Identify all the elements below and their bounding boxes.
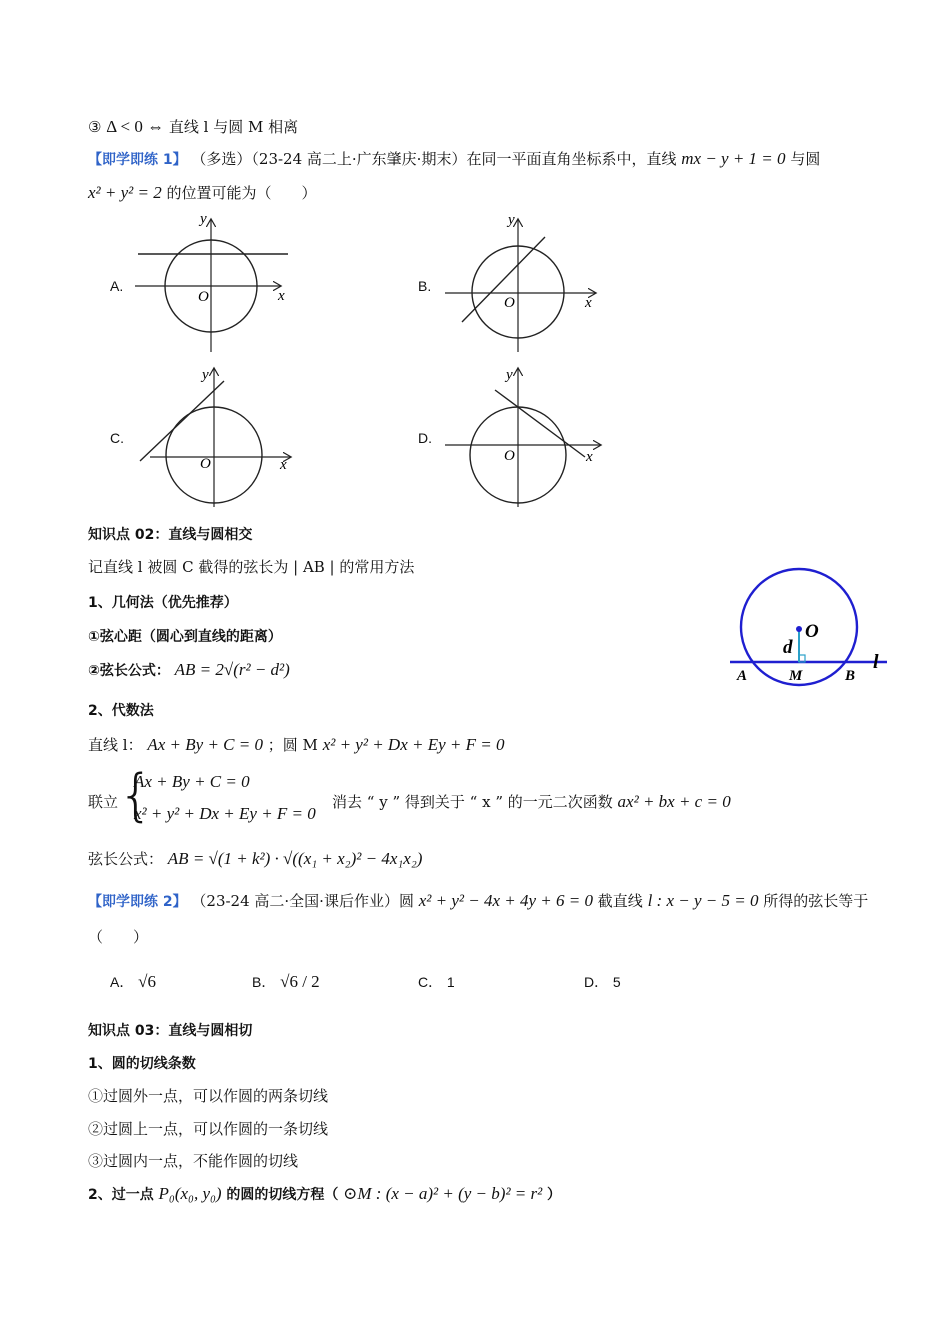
d-label: d bbox=[783, 637, 793, 658]
line-equation: l : x − y − 5 = 0 bbox=[647, 891, 759, 910]
kp02-intro: 记直线 l 被圆 C 截得的弦长为 | AB | 的常用方法 bbox=[88, 558, 415, 576]
union-label: 联立 bbox=[88, 793, 119, 811]
circle-equation: x² + y² = 2 bbox=[88, 183, 162, 202]
sub2-end: ） bbox=[547, 1187, 562, 1203]
chord-figure bbox=[725, 565, 900, 690]
option-b[interactable] bbox=[252, 972, 320, 992]
graph-option-d[interactable] bbox=[440, 365, 610, 510]
practice-2-question bbox=[88, 890, 868, 911]
practice-tag: 【即学即练 2】 bbox=[88, 894, 187, 910]
geo-item-2 bbox=[88, 660, 290, 680]
y-label: y bbox=[508, 212, 515, 228]
condition-text: 直线 l 与圆 M 相离 bbox=[168, 118, 299, 136]
circle-equation: x² + y² + Dx + Ey + F = 0 bbox=[322, 735, 505, 754]
question-text-2: 截直线 bbox=[597, 892, 643, 910]
practice-2-paren: （ ） bbox=[88, 928, 149, 946]
origin-label: O bbox=[504, 448, 515, 464]
a-label: A bbox=[737, 668, 748, 684]
x-label: x bbox=[280, 457, 287, 473]
kp03-item-3: ③过圆内一点，不能作圆的切线 bbox=[88, 1152, 299, 1170]
kp03-sub2 bbox=[88, 1184, 561, 1204]
line bbox=[495, 390, 585, 457]
practice-1-question-cont bbox=[88, 182, 317, 203]
geo-item-1: ①弦心距（圆心到直线的距离） bbox=[88, 629, 282, 645]
option-b-label[interactable]: B. bbox=[418, 278, 432, 294]
option-a[interactable] bbox=[110, 972, 156, 992]
geo-item-2-label: ②弦长公式： bbox=[88, 663, 170, 679]
kp03-title: 知识点 03：直线与圆相切 bbox=[88, 1023, 253, 1039]
line bbox=[140, 381, 224, 461]
l-label: l bbox=[873, 651, 879, 673]
option-value: 5 bbox=[612, 974, 621, 990]
option-c-label[interactable]: C. bbox=[110, 430, 124, 446]
question-text-3: 的位置可能为（ ） bbox=[166, 184, 317, 202]
union-text-row bbox=[332, 791, 731, 812]
question-text: （23-24 高二·全国·课后作业）圆 bbox=[191, 892, 414, 910]
option-label: D． bbox=[584, 974, 609, 990]
option-value: 1 bbox=[446, 974, 455, 990]
kp03-sub1: 1、圆的切线条数 bbox=[88, 1056, 196, 1072]
tangent-point: P₀(x₀, y₀) bbox=[158, 1184, 222, 1203]
option-label: B． bbox=[252, 974, 276, 990]
option-a-label[interactable]: A. bbox=[110, 278, 124, 294]
geo-method-title: 1、几何法（优先推荐） bbox=[88, 595, 238, 611]
kp03-item-2: ②过圆上一点，可以作圆的一条切线 bbox=[88, 1120, 329, 1138]
practice-1-question bbox=[88, 148, 820, 169]
b-label: B bbox=[845, 668, 856, 684]
option-value: √6 / 2 bbox=[280, 972, 320, 991]
x-label: x bbox=[278, 288, 285, 304]
alg-line-row bbox=[88, 734, 504, 755]
option-label: C． bbox=[418, 974, 443, 990]
sub2-prefix: 2、过一点 bbox=[88, 1187, 154, 1203]
option-d-label[interactable]: D. bbox=[418, 430, 432, 446]
union-eq-1: Ax + By + C = 0 bbox=[134, 772, 250, 791]
chord-formula-alg: AB = √(1 + k²) · √((x₁ + x₂)² − 4x₁x₂) bbox=[167, 849, 423, 868]
circle-equation: x² + y² − 4x + 4y + 6 = 0 bbox=[418, 891, 593, 910]
chord-label: 弦长公式： bbox=[88, 850, 164, 868]
formula: Δ < 0 ⇔ bbox=[106, 117, 165, 136]
practice-tag: 【即学即练 1】 bbox=[88, 152, 187, 168]
union-eq-2: x² + y² + Dx + Ey + F = 0 bbox=[134, 804, 316, 823]
x-label: x bbox=[585, 295, 592, 311]
graph-option-b[interactable] bbox=[440, 212, 610, 357]
x-label: x bbox=[586, 449, 593, 465]
kp03-item-1: ①过圆外一点，可以作圆的两条切线 bbox=[88, 1087, 329, 1105]
center-label: O bbox=[805, 621, 819, 642]
kp02-title: 知识点 02：直线与圆相交 bbox=[88, 527, 253, 543]
alg-method-title: 2、代数法 bbox=[88, 703, 154, 719]
center-dot bbox=[796, 626, 802, 632]
option-label: A． bbox=[110, 974, 134, 990]
graph-option-c[interactable] bbox=[130, 365, 300, 510]
circle-standard-equation: ⊙M : (x − a)² + (y − b)² = r² bbox=[343, 1184, 543, 1203]
chord-formula-geo: AB = 2√(r² − d²) bbox=[174, 660, 290, 679]
line-label: 直线 l： bbox=[88, 736, 143, 754]
origin-label: O bbox=[200, 456, 211, 472]
origin-label: O bbox=[198, 289, 209, 305]
y-label: y bbox=[506, 367, 513, 383]
option-value: √6 bbox=[138, 972, 156, 991]
y-label: y bbox=[200, 212, 207, 227]
circle-label: ；圆 M bbox=[267, 736, 318, 754]
graph-option-a[interactable] bbox=[130, 212, 300, 357]
sub2-mid: 的圆的切线方程（ bbox=[226, 1187, 339, 1203]
brace-icon: { bbox=[118, 763, 154, 828]
question-text-3: 所得的弦长等于 bbox=[763, 892, 869, 910]
marker: ③ bbox=[88, 118, 102, 136]
question-text: （多选）（23-24 高二上·广东肇庆·期末）在同一平面直角坐标系中，直线 bbox=[191, 150, 677, 168]
m-label: M bbox=[789, 668, 803, 684]
chord-length-row bbox=[88, 848, 422, 869]
origin-label: O bbox=[504, 295, 515, 311]
option-c[interactable] bbox=[418, 972, 455, 992]
quadratic: ax² + bx + c = 0 bbox=[617, 792, 731, 811]
union-text: 消去 “ y ” 得到关于 “ x ” 的一元二次函数 bbox=[332, 793, 613, 811]
question-text-2: 与圆 bbox=[790, 150, 821, 168]
option-d[interactable] bbox=[584, 972, 621, 992]
y-label: y bbox=[202, 367, 209, 383]
line-equation: Ax + By + C = 0 bbox=[147, 735, 263, 754]
line-equation: mx − y + 1 = 0 bbox=[681, 149, 786, 168]
condition-line-3 bbox=[88, 116, 298, 137]
